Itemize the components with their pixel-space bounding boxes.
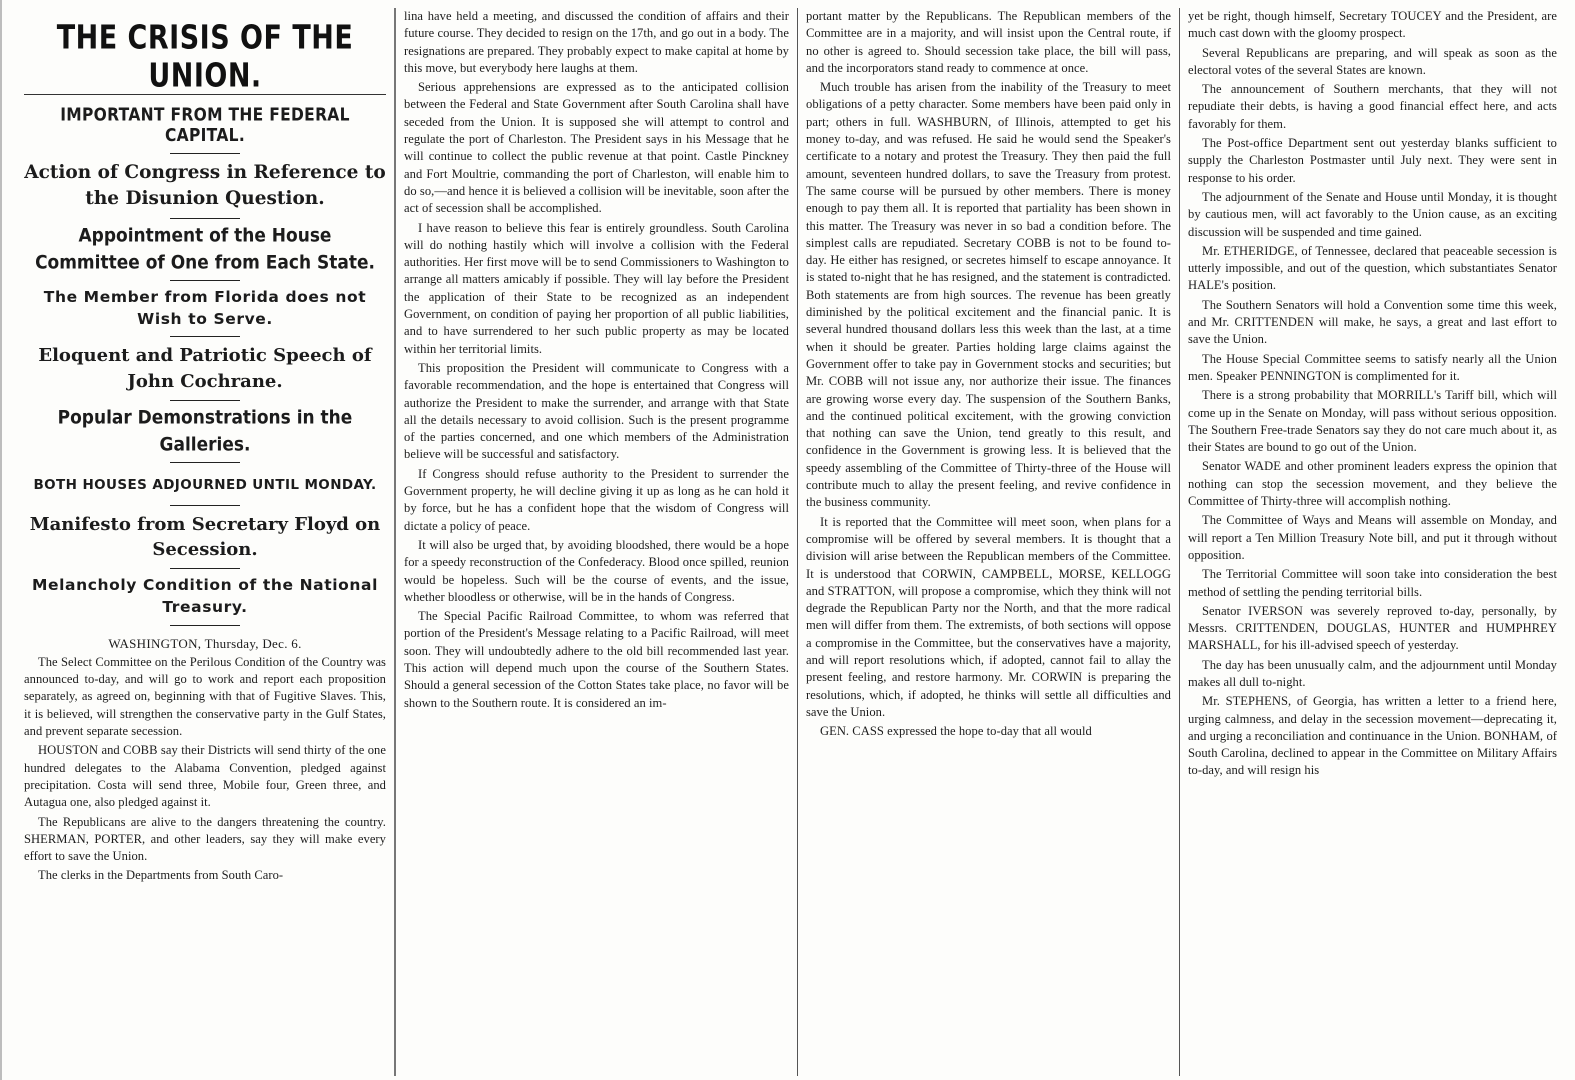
article-paragraph: GEN. CASS expressed the hope to-day that all would — [820, 724, 1092, 739]
dateline: WASHINGTON, Thursday, Dec. 6. — [108, 635, 302, 651]
article-paragraph: The Southern Senators will hold a Convention some time this week, and Mr. CRITTENDEN will make, he says, a great and last effort to save the Union. — [1188, 297, 1557, 347]
article-paragraph: HOUSTON and COBB say their Districts will send thirty of the one hundred delegates to the Alabama Convention, pledged against precipitation. Costa will send three, Mobile four, Green three, and Autagua one, also pledged against it. — [24, 743, 386, 810]
article-paragraph: There is a strong probability that MORRILL's Tariff bill, which will come up in the Senate on Monday, will pass without serious opposition. The Southern Free-trade Senators say they do not care much about it, as their States are bound to go out of the Union. — [1188, 388, 1557, 455]
article-paragraph: Mr. STEPHENS, of Georgia, has written a letter to a friend here, urging calmness, and delay in the secession movement—deprecating it, and urging a reconciliation and continuance in the Union. BONHAM, of South Carolina, declined to appear in the Committee on Military Affairs to-day, and will resign his — [1188, 694, 1557, 778]
article-paragraph: This proposition the President will communicate to Congress with a favorable recommendation, and the hope is entertained that Congress will authorize the President to make the surrender, and arrange with that State all the details necessary to avoid collision. Such is the present programme of the parties concerned, and one which members of the Administration believe will be successful and satisfactory. — [404, 360, 789, 462]
article-paragraph: portant matter by the Republicans. The Republican members of the Committee are in a majority, and will insist upon the Central route, if no other is agreed to. Should secession take place, the bill will pass, and the incorporators stand ready to commence at once. — [806, 9, 1171, 75]
deck-treasury: Melancholy Condition of the National Treasury. — [31, 576, 379, 617]
article-paragraph: Serious apprehensions are expressed as to the anticipated collision between the Federal and State Government after South Carolina shall have seceded from the Union. It is supposed she will attempt to control and regulate the port of Charleston. The President says in his Message that he will continue to collect the public revenue at that point. Castle Pinckney and Fort Moultrie, commanding the port of Charleston, will enable him to do so,—and hence it is believed a collision will be inevitable, soon after the act of secession shall be accomplished. — [404, 80, 789, 216]
divider — [170, 505, 240, 506]
deck-congress-action: Action of Congress in Reference to the Disunion Question. — [24, 162, 386, 209]
deck-federal-capital: IMPORTANT FROM THE FEDERAL CAPITAL. — [60, 104, 350, 146]
divider — [170, 568, 240, 569]
deck-cochrane-speech: Eloquent and Patriotic Speech of John Cochrane. — [38, 345, 372, 392]
article-paragraph: The Special Pacific Railroad Committee, to whom was referred that portion of the President's Message relating to a Pacific Railroad, will meet soon. They will undoubtedly adhere to the old bill recommended last year. This action will depend much upon the course of the Southern States. Should a general secession of the Cotton States take place, no favor will be shown to the Southern route. It is considered an im- — [404, 609, 789, 710]
article-paragraph: Senator IVERSON was severely reproved to-day, personally, by Messrs. CRITTENDEN, DOUGLAS, HUNTER and HUMPHREY MARSHALL, for his ill-advised speech of yesterday. — [1188, 603, 1557, 653]
article-paragraph: The clerks in the Departments from South Caro- — [38, 868, 284, 883]
article-paragraph: If Congress should refuse authority to the President to surrender the Government property, he will decline giving it up as long as he can hold it by force, but he has a confident hope that the wisdom of Congress will dictate a policy of peace. — [404, 466, 789, 533]
article-paragraph: The House Special Committee seems to satisfy nearly all the Union men. Speaker PENNINGTON is complimented for it. — [1188, 351, 1557, 383]
article-paragraph: I have reason to believe this fear is entirely groundless. South Carolina will do nothing hastily which will involve a collision with the Federal authorities. Her first move will be to send Commissioners to Washington to arrange all matters amicably if possible. They will lay before the President the application of their State to be recognized as an independent Government, on condition of paying her proportion of all public liabilities, and to have surrendered to her such public property as may be located within her territorial limits. — [404, 220, 789, 356]
deck-house-committee: Appointment of the House Committee of One from Each State. — [35, 224, 375, 274]
divider — [170, 400, 240, 401]
article-paragraph: Mr. ETHERIDGE, of Tennessee, declared that peaceable secession is utterly impossible, and out of the question, which substantiates Senator HALE's position. — [1188, 243, 1557, 293]
article-paragraph: The announcement of Southern merchants, that they will not repudiate their debts, is having a good financial effect here, and acts favorably for them. — [1188, 82, 1557, 131]
column-2 — [396, 8, 798, 1076]
deck-galleries: Popular Demonstrations in the Galleries. — [57, 407, 353, 456]
article-paragraph: The Post-office Department sent out yesterday blanks sufficient to supply the Charleston Postmaster until July next. They were sent in response to his order. — [1188, 136, 1557, 185]
divider — [170, 153, 240, 154]
article-paragraph: lina have held a meeting, and discussed the condition of affairs and their future course. They decided to resign on the 17th, and go out in a body. The resignations are prepared. They probably expect to make capital at home by this move, but everybody here laughs at them. — [404, 9, 789, 75]
divider — [170, 280, 240, 281]
divider — [170, 625, 240, 626]
deck-florida-member: The Member from Florida does not Wish to Serve. — [43, 288, 367, 328]
divider — [170, 218, 240, 219]
divider — [170, 336, 240, 337]
deck-floyd-manifesto: Manifesto from Secretary Floyd on Secession. — [29, 514, 381, 561]
article-paragraph: Several Republicans are preparing, and will speak as soon as the electoral votes of the several States are known. — [1188, 45, 1557, 77]
article-paragraph: The Republicans are alive to the dangers threatening the country. SHERMAN, PORTER, and other leaders, say they will make every effort to save the Union. — [24, 814, 386, 864]
divider — [170, 462, 240, 463]
article-paragraph: The Committee of Ways and Means will assemble on Monday, and will report a Ten Million Treasury Note bill, and put it through without opposition. — [1188, 513, 1557, 562]
column-3 — [798, 8, 1180, 1076]
article-paragraph: yet be right, though himself, Secretary TOUCEY and the President, are much cast down with the gloomy prospect. — [1188, 9, 1557, 41]
masthead-headline: THE CRISIS OF THE UNION. — [56, 19, 354, 95]
article-paragraph: The Territorial Committee will soon take into consideration the best method of settling the pending territorial bills. — [1188, 567, 1557, 599]
article-paragraph: The day has been unusually calm, and the adjournment until Monday makes all dull to-night. — [1188, 657, 1557, 689]
article-paragraph: The Select Committee on the Perilous Condition of the Country was announced to-day, and will go to work and report each proposition separately, as agreed on, beginning with that of Fugitive Slaves. This, it is believed, will strengthen the conservative party in the Gulf States, and prevent separate secession. — [24, 654, 386, 739]
article-paragraph: It is reported that the Committee will meet soon, when plans for a compromise will be offered by several members. It is thought that a division will arise between the Republican members of the Committee. It is understood that CORWIN, CAMPBELL, MORSE, KELLOGG and STRATTON, will propose a compromise, which they think will not degrade the Republican Party nor the North, and that the more radical men will differ from them. The extremists, of both sections will oppose a compromise in the Committee, but the conservatives have a majority, and will report resolutions which, if adopted, cannot fail to allay the present feeling, and restore harmony. Mr. CORWIN is preparing the resolutions, which, if adopted, he thinks will settle all difficulties and save the Union. — [806, 514, 1171, 719]
article-paragraph: Much trouble has arisen from the inability of the Treasury to meet obligations of a petty character. Some members have been paid only in part; others in full. WASHBURN, of Illinois, attempted to get his money to-day, and was refused. He said he would send the Speaker's certificate to a notary and protest the Treasury. They then paid the full amount, seventeen hundred dollars, to save the Treasury from protest. The same course will be pursued by other members. There is money enough to pay them all. It is reported that partiality has been shown in this matter. The Treasury was never in so bad a condition before. The simplest calls are repudiated. Secretary COBB is not to be found to-day. He either has resigned, or secretes himself to escape annoyance. It is stated to-night that he has resigned, and the statement is contradicted. Both statements are from high sources. The revenue has been greatly diminished by the political excitement and the financial panic. It is several hundred thousand dollars less this week than the last, at a time when it should be greater. Parties holding large claims against the Government offer to take pay in Government stocks and securities; but Mr. COBB will not issue any, nor authorize their issue. The finances are growing worse every day. The suspension of the Southern Banks, and the continued political excitement, with the growing conviction that nothing can save the Union, tend greatly to this result, and confidence in the Government is growing less. It is believed that the speedy assembling of the Committee of Thirty-three of the House will contribute much to allay the present feeling, and revive confidence in the business community. — [806, 80, 1171, 510]
column-1 — [24, 8, 396, 1076]
article-paragraph: The adjournment of the Senate and House until Monday, it is thought by cautious men, will act favorably to the Union cause, as an exciting discussion will be suspended and time gained. — [1188, 189, 1557, 239]
column-4 — [1180, 8, 1557, 1076]
article-paragraph: Senator WADE and other prominent leaders express the opinion that nothing can stop the secession movement, and they believe the Committee of Thirty-three will accomplish nothing. — [1188, 459, 1557, 509]
article-paragraph: It will also be urged that, by avoiding bloodshed, there would be a hope for a speedy reconstruction of the Confederacy. Blood once spilled, reunion would be hopeless. Such will be the course of events, and the issue, whether bloodless or otherwise, will be in the hands of Congress. — [404, 537, 789, 604]
deck-adjourned: BOTH HOUSES ADJOURNED UNTIL MONDAY. — [33, 477, 377, 494]
